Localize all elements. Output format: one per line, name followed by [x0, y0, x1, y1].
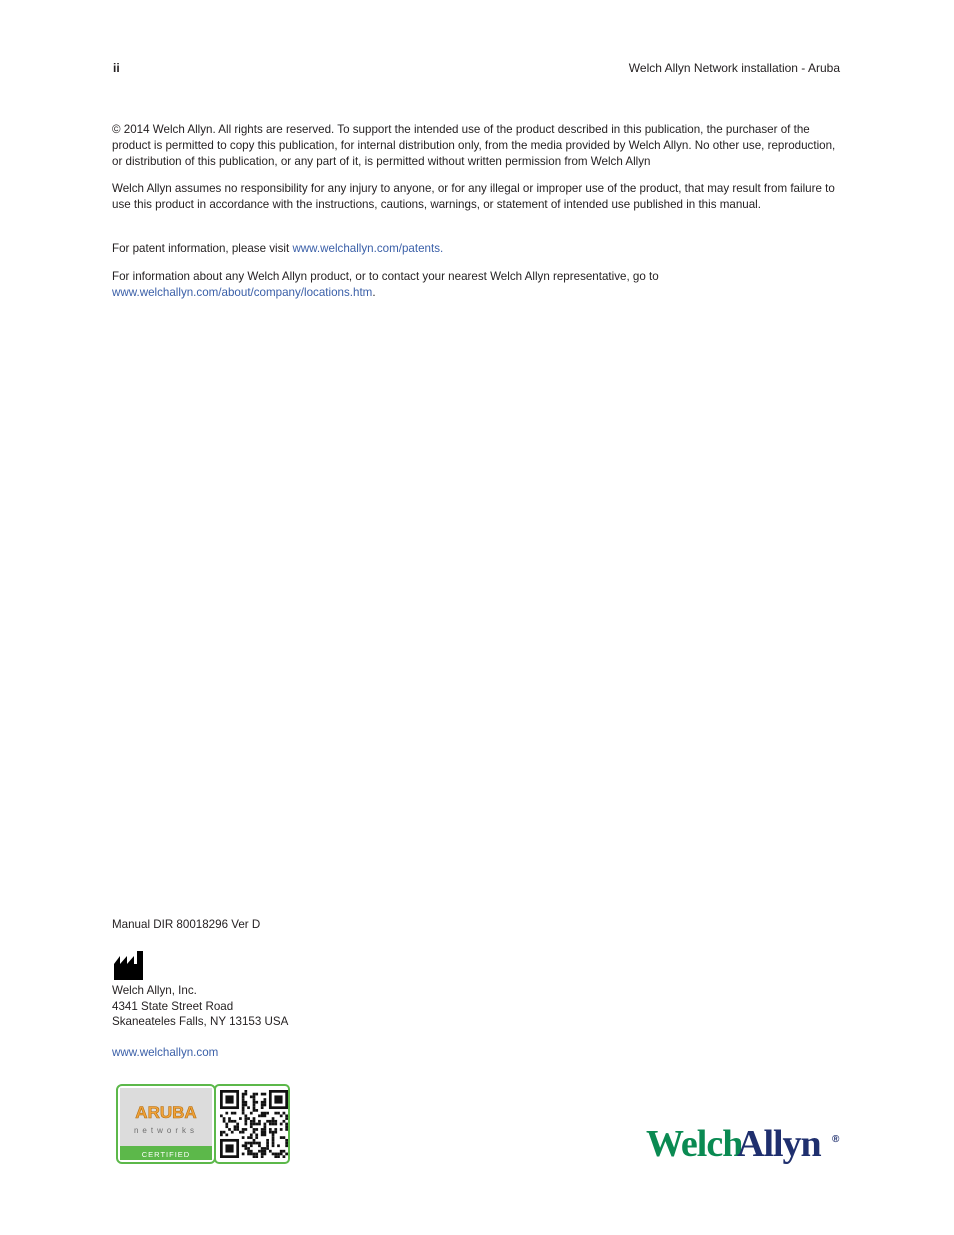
logo-allyn: Allyn	[737, 1123, 821, 1165]
liability-paragraph: Welch Allyn assumes no responsibility for any injury to anyone, or for any illegal or improper use of the product, that may result from failure to use this product in accordance with the instructions, cautions, warnings, or statement of intended use published in this manual.	[112, 182, 835, 211]
document-title: Welch Allyn Network installation - Aruba	[628, 61, 840, 75]
logo-welch: Welch	[646, 1123, 743, 1165]
copyright-paragraph: © 2014 Welch Allyn. All rights are reserved. To support the intended use of the product described in this publication, the purchaser of the product is permitted to copy this publication, for internal distribution only, from the media provided by Welch Allyn. No other use, reproduction, or distribution of this publication, or any part of it, is permitted without written permission from Welch Allyn	[112, 123, 836, 168]
company-name: Welch Allyn, Inc.	[112, 984, 197, 997]
manufacturer-icon	[112, 950, 145, 981]
logo-registered: ®	[832, 1134, 840, 1145]
locations-link[interactable]: www.welchallyn.com/about/company/locations.htm	[112, 286, 373, 299]
manufacturer-address	[112, 983, 288, 1030]
welch-allyn-logo	[646, 1120, 844, 1170]
aruba-certified-badge	[116, 1084, 292, 1164]
patent-link[interactable]: www.welchallyn.com/patents.	[292, 242, 444, 255]
certified-label: CERTIFIED	[141, 1150, 191, 1159]
info-text: For information about any Welch Allyn product, or to contact your nearest Welch Allyn representative, go to	[112, 270, 659, 283]
manual-number: Manual DIR 80018296 Ver D	[112, 918, 261, 931]
patent-text: For patent information, please visit	[112, 242, 293, 255]
info-paragraph	[112, 269, 842, 301]
patent-paragraph	[112, 241, 842, 257]
street-address: 4341 State Street Road	[112, 999, 234, 1013]
city-address: Skaneateles Falls, NY 13153 USA	[112, 1015, 289, 1028]
website-link[interactable]: www.welchallyn.com	[112, 1046, 219, 1059]
aruba-networks: networks	[133, 1126, 199, 1135]
aruba-brand: ARUBA	[135, 1103, 197, 1122]
info-suffix: .	[372, 286, 376, 299]
page-number: ii	[113, 61, 120, 75]
